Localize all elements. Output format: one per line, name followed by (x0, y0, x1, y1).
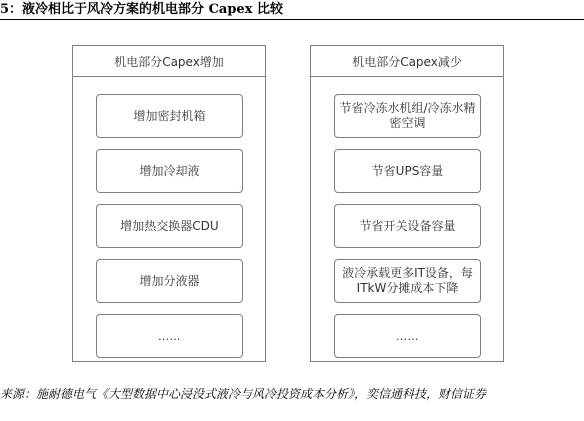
increase-item-sealed-chassis: 增加密封机箱 (96, 94, 243, 138)
figure-title: 5：液冷相比于风冷方案的机电部分 Capex 比较 (0, 2, 283, 17)
capex-increase-header: 机电部分Capex增加 (73, 46, 265, 77)
capex-decrease-header: 机电部分Capex减少 (311, 46, 503, 77)
decrease-item-ups: 节省UPS容量 (334, 149, 481, 193)
decrease-item-chiller: 节省冷冻水机组/冷冻水精密空调 (334, 94, 481, 138)
decrease-item-switchgear: 节省开关设备容量 (334, 204, 481, 248)
increase-item-coolant: 增加冷却液 (96, 149, 243, 193)
title-divider (0, 19, 584, 20)
increase-item-more: …… (96, 314, 243, 358)
source-note: 来源：施耐德电气《大型数据中心浸没式液冷与风冷投资成本分析》，奕信通科技，财信证券 (0, 387, 487, 401)
increase-item-cdu: 增加热交换器CDU (96, 204, 243, 248)
decrease-item-density: 液冷承载更多IT设备，每ITkW分摊成本下降 (334, 259, 481, 303)
capex-increase-panel (72, 45, 266, 362)
capex-decrease-panel (310, 45, 504, 362)
decrease-item-more: …… (334, 314, 481, 358)
increase-item-manifold: 增加分液器 (96, 259, 243, 303)
